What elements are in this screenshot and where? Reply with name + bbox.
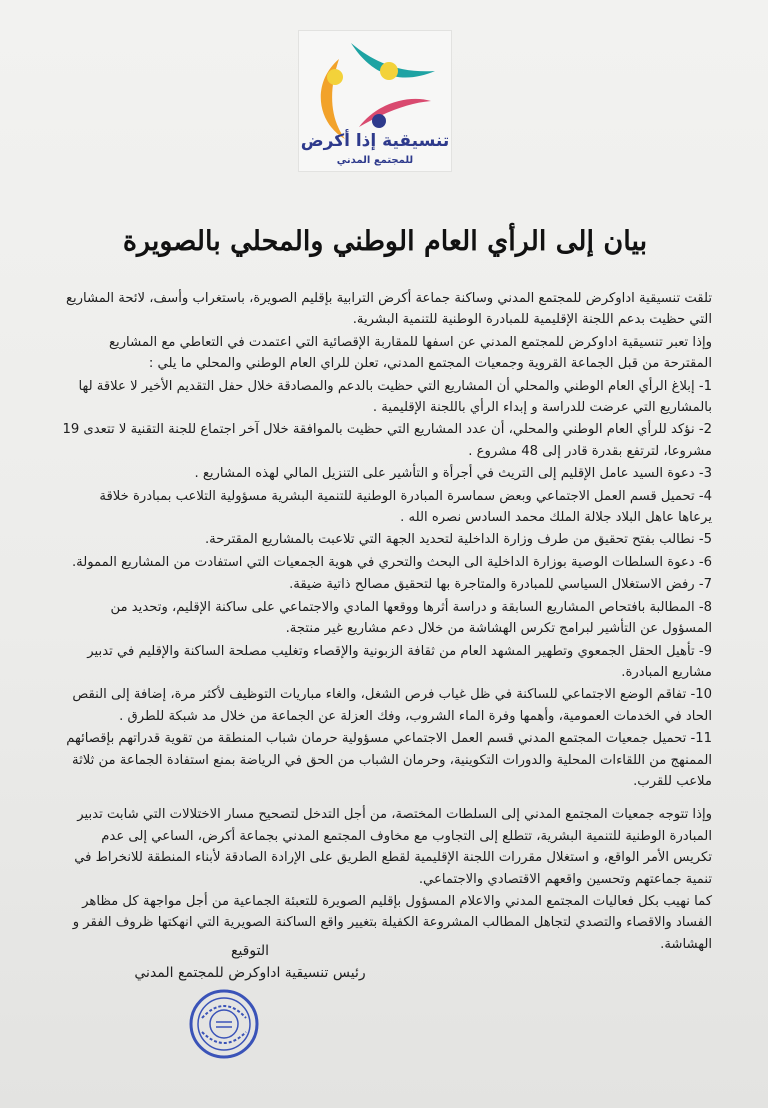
signature-block <box>110 940 390 984</box>
logo-subtitle: للمجتمع المدني <box>336 155 414 166</box>
list-item: 1- إبلاغ الرأي العام الوطني والمحلي أن المشاريع التي حظيت بالدعم والمصادقة خلال حفل التقديم الأخير لا علاقة لها بالمشاريع التي عرضت للدراسة و إبداء الرأي باللجنة الإقليمية . <box>78 378 712 416</box>
paragraph: كما نهيب بكل فعاليات المجتمع المدني والاعلام المسؤول بإقليم الصويرة للتعبئة الجماعية من أجل مواجهة كل مظاهر الفساد والاقصاء والتصدي لتجاهل المطالب المشروعة الكفيلة بتغيير واقع الساكنة الصويرية التي انهكتها ظروف الفقر و الهشاشة. <box>72 893 712 952</box>
list-item: 6- دعوة السلطات الوصية بوزارة الداخلية الى البحث والتحري في هوية الجمعيات التي استفادت من المشاريع الممولة. <box>71 554 712 570</box>
list-item: 8- المطالبة بافتحاص المشاريع السابقة و دراسة أثرها ووقعها المادي والاجتماعي على ساكنة الإقليم، وتحديد من المسؤول عن التأشير لبرامج تكرس الهشاشة من خلال دعم مشاريع غير منتجة. <box>110 599 712 637</box>
signature-label: التوقيع <box>231 943 269 959</box>
statement-title: بيان إلى الرأي العام الوطني والمحلي بالصويرة <box>122 226 648 257</box>
logo-name: تنسيقية إذا أكرض <box>300 131 450 151</box>
statement-body <box>62 288 712 955</box>
list-item: 9- تأهيل الحقل الجمعوي وتطهير المشهد العام من ثقافة الزبونية والإقصاء وتغليب مصلحة الساكنة والإقليم في تدبير مشاريع المبادرة. <box>87 643 712 680</box>
official-stamp-icon <box>188 988 260 1060</box>
paragraph: تلقت تنسيقية اداوكرض للمجتمع المدني وساكنة جماعة أكرض الترابية بإقليم الصويرة، باستغراب وأسف، لائحة المشاريع التي حظيت بدعم اللجنة الإقليمية للمبادرة الوطنية للتنمية البشرية. <box>65 291 712 328</box>
list-item: 7- رفض الاستغلال السياسي للمبادرة والمتاجرة بها لتحقيق مصالح ذاتية ضيقة. <box>289 577 712 593</box>
signature-role: رئيس تنسيقية اداوكرض للمجتمع المدني <box>134 965 366 981</box>
list-item: 4- تحميل قسم العمل الاجتماعي وبعض سماسرة المبادرة الوطنية للتنمية البشرية مسؤولية التلاعب بمبادرة خلاقة يرعاها عاهل البلاد جلالة الملك محمد السادس نصره الله . <box>99 488 712 526</box>
list-item: 10- تفاقم الوضع الاجتماعي للساكنة في ظل غياب فرص الشغل، والغاء مباريات التوظيف لأكثر مرة، إضافة إلى النقص الحاد في الخدمات العمومية، وأهمها وفرة الماء الشروب، وفك العزلة عن الجماعة من خلال مد شبكة للطرق . <box>72 687 712 724</box>
list-item: 11- تحميل جمعيات المجتمع المدني قسم العمل الاجتماعي مسؤولية حرمان شباب المنطقة من تقوية قدراتهم بإقصائهم الممنهج من اللقاءات المحلية والدورات التكوينية، وحرمان الشباب من الحق في الرياضة بمنع استفادة الجماعة من ثلاثة ملاعب للقرب. <box>66 731 712 789</box>
list-item: 5- نطالب بفتح تحقيق من طرف وزارة الداخلية لتحديد الجهة التي تلاعبت بالمشاريع المقترحة. <box>204 532 712 548</box>
paragraph: وإذا تتوجه جمعيات المجتمع المدني إلى السلطات المختصة، من أجل التدخل لتصحيح مسار الاختلالات التي شابت تدبير المبادرة الوطنية للتنمية البشرية، تتطلع إلى التجاوب مع مخاوف المجتمع المدني بجماعة أكرض، الساعي إلى عدم تكريس الأمر الواقع، و استغلال مقررات اللجنة الإقليمية لقطع الطريق على الإرادة الصادقة لأبناء المنطقة للانخراط في تنمية جماعتهم وتحسين واقعهم الاقتصادي والاجتماعي. <box>74 807 712 887</box>
list-item: 2- نؤكد للرأي العام الوطني والمحلي، أن عدد المشاريع التي حظيت بالموافقة خلال آخر اجتماع للجنة التقنية لا تتعدى 19 مشروعا، لترتفع بقدرة قادر إلى 48 مشروع . <box>62 422 712 459</box>
organization-logo <box>298 30 452 172</box>
list-item: 3- دعوة السيد عامل الإقليم إلى التريث في أجرأة و التأشير على التنزيل المالي لهذه المشاريع . <box>194 466 712 482</box>
paragraph: وإذا تعبر تنسيقية اداوكرض للمجتمع المدني عن اسفها للمقاربة الإقصائية التي اعتمدت في التعاطي مع المشاريع المقترحة من قبل الجماعة القروية وجمعيات المجتمع المدني، تعلن للراي العام الوطني والمحلي ما يلي : <box>109 334 712 372</box>
